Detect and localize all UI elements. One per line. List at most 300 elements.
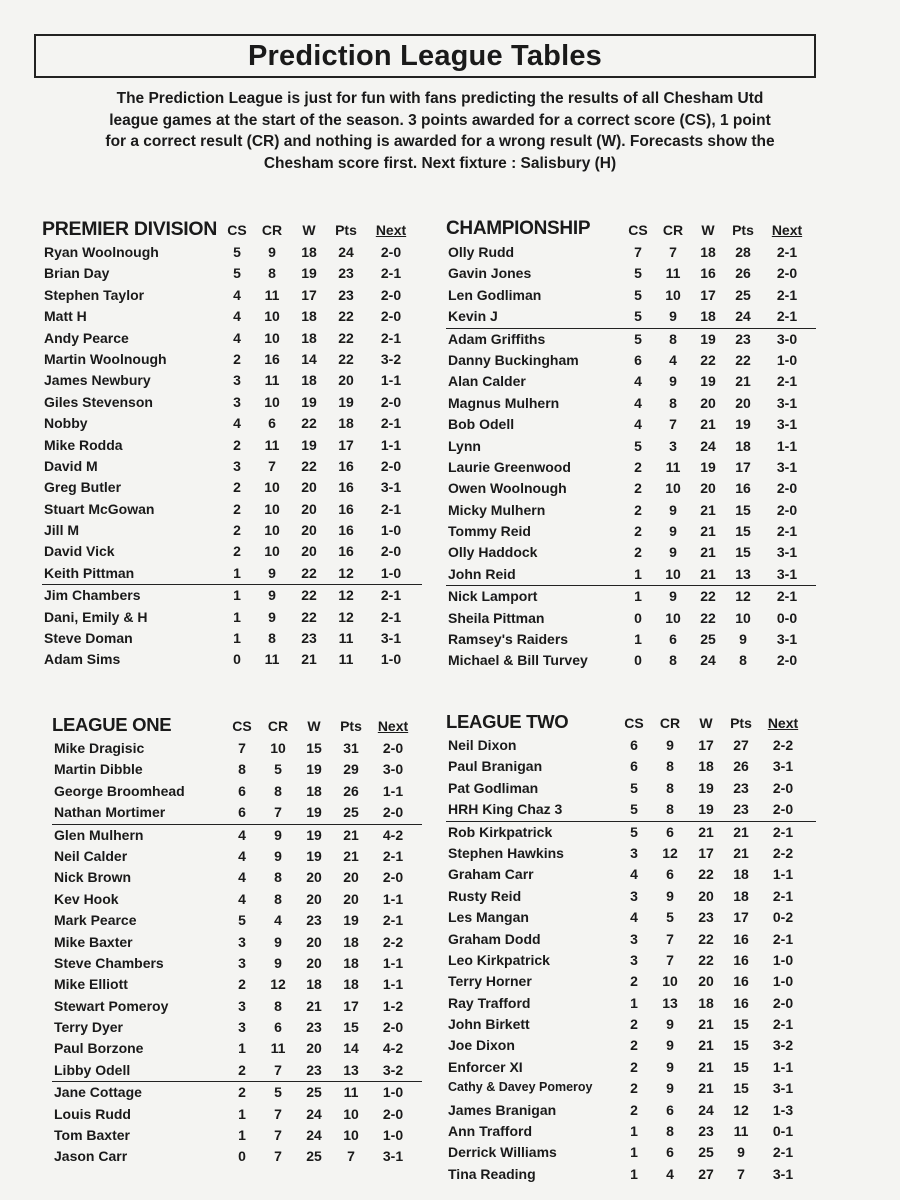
table-row	[52, 889, 422, 910]
player-name: Ryan Woolnough	[44, 244, 159, 260]
table-row	[52, 824, 422, 846]
player-name: Les Mangan	[448, 909, 529, 926]
cell-cs: 2	[238, 1084, 246, 1101]
table-row	[52, 781, 422, 802]
cell-cs: 3	[233, 393, 241, 410]
table-row	[446, 1142, 816, 1163]
cell-cr: 10	[264, 393, 280, 410]
table-row	[446, 735, 816, 756]
cell-cs: 1	[634, 588, 642, 605]
cell-next: 3-1	[776, 565, 798, 582]
cell-pts: 16	[338, 522, 354, 539]
cell-pts: 14	[343, 1040, 359, 1057]
cell-next: 1-3	[772, 1101, 794, 1118]
cell-cs: 1	[634, 631, 642, 648]
player-name: Neil Dixon	[448, 737, 517, 753]
player-name: Graham Dodd	[448, 930, 541, 947]
cell-next: 3-1	[772, 1165, 794, 1182]
cell-cs: 6	[238, 804, 246, 821]
cell-next: 1-1	[380, 436, 402, 453]
table-row	[52, 759, 422, 780]
cell-w: 16	[700, 265, 716, 282]
cell-next: 2-2	[382, 933, 404, 950]
player-name: Mike Baxter	[54, 933, 133, 950]
player-name: Tina Reading	[448, 1165, 536, 1182]
cell-w: 18	[301, 372, 317, 389]
table-row	[42, 263, 422, 284]
cell-pts: 18	[733, 866, 749, 883]
cell-w: 21	[700, 544, 716, 561]
cell-pts: 16	[733, 994, 749, 1011]
cell-w: 21	[301, 651, 317, 668]
cell-pts: 18	[343, 933, 359, 950]
cell-cr: 16	[264, 350, 280, 367]
cell-pts: 15	[733, 1016, 749, 1033]
cell-cr: 12	[270, 976, 286, 993]
cell-pts: 18	[735, 437, 751, 454]
cell-cs: 4	[233, 308, 241, 325]
cell-pts: 9	[737, 1144, 745, 1161]
cell-cr: 11	[270, 1040, 286, 1057]
cell-pts: 20	[338, 372, 354, 389]
intro-line: The Prediction League is just for fun with fans predicting the results of all Chesham Utd	[116, 90, 764, 107]
cell-next: 2-0	[382, 804, 404, 821]
table-row	[446, 756, 816, 777]
player-name: Adam Griffiths	[448, 330, 546, 347]
player-name: Joe Dixon	[448, 1037, 515, 1054]
cell-next: 3-0	[776, 330, 798, 347]
table-row	[446, 864, 816, 885]
player-name: Keith Pittman	[44, 564, 135, 581]
player-name: HRH King Chaz 3	[448, 801, 563, 818]
cell-cr: 7	[274, 1105, 282, 1122]
cell-next: 2-1	[772, 1016, 794, 1033]
player-name: Magnus Mulhern	[448, 394, 560, 411]
table-row	[52, 953, 422, 974]
cell-w: 25	[700, 631, 716, 648]
cell-cs: 4	[233, 329, 241, 346]
player-name: Derrick Williams	[448, 1144, 557, 1161]
player-name: Olly Rudd	[448, 244, 515, 260]
cell-w: 19	[698, 779, 714, 796]
cell-next: 2-1	[772, 1144, 794, 1161]
player-name: Stephen Taylor	[44, 286, 145, 303]
player-name: Ray Trafford	[448, 994, 531, 1011]
cell-cr: 7	[669, 416, 677, 433]
cell-w: 24	[700, 437, 716, 454]
cell-cs: 4	[238, 890, 246, 907]
cell-next: 1-2	[382, 997, 404, 1014]
cell-cr: 11	[264, 651, 280, 668]
cell-cs: 1	[634, 565, 642, 582]
cell-cr: 9	[669, 544, 677, 561]
cell-cs: 4	[634, 373, 642, 390]
cell-cr: 12	[662, 844, 678, 861]
cell-next: 2-0	[380, 457, 402, 474]
player-name: Gavin Jones	[448, 265, 532, 282]
column-header-cs: CS	[628, 222, 648, 238]
cell-pts: 16	[338, 543, 354, 560]
cell-w: 22	[700, 351, 716, 368]
cell-cr: 6	[274, 1019, 282, 1036]
player-name: Lynn	[448, 437, 481, 454]
league-one-table	[52, 714, 422, 1168]
cell-cr: 9	[268, 608, 276, 625]
cell-w: 17	[698, 737, 714, 753]
cell-next: 2-1	[776, 286, 798, 303]
cell-pts: 10	[735, 609, 751, 626]
table-row	[446, 650, 816, 671]
cell-w: 21	[700, 523, 716, 540]
cell-w: 18	[698, 758, 714, 775]
cell-w: 22	[698, 951, 714, 968]
cell-w: 19	[306, 826, 322, 843]
player-name: Nick Brown	[54, 869, 132, 886]
cell-cs: 4	[630, 909, 638, 926]
cell-cr: 10	[264, 500, 280, 517]
cell-cs: 1	[630, 1123, 638, 1140]
player-name: Enforcer XI	[448, 1058, 523, 1075]
player-name: Mike Rodda	[44, 436, 123, 453]
cell-next: 2-0	[772, 779, 794, 796]
cell-cs: 2	[233, 543, 241, 560]
player-name: Cathy & Davey Pomeroy	[448, 1080, 593, 1095]
table-row	[42, 413, 422, 434]
cell-w: 22	[698, 866, 714, 883]
player-name: Libby Odell	[54, 1061, 131, 1078]
cell-w: 14	[301, 350, 317, 367]
table-row	[446, 350, 816, 371]
table-row	[42, 285, 422, 306]
cell-cs: 2	[634, 480, 642, 497]
cell-cr: 8	[666, 779, 674, 796]
cell-cr: 8	[669, 394, 677, 411]
table-row	[446, 371, 816, 392]
cell-cs: 5	[634, 330, 642, 347]
cell-cs: 6	[630, 758, 638, 775]
table-row	[42, 306, 422, 327]
cell-cs: 2	[630, 1037, 638, 1054]
cell-pts: 7	[737, 1165, 745, 1182]
cell-pts: 22	[735, 351, 751, 368]
player-name: Graham Carr	[448, 866, 534, 883]
cell-cr: 7	[274, 1061, 282, 1078]
column-header-cr: CR	[267, 718, 289, 734]
cell-pts: 19	[338, 393, 354, 410]
player-name: Ramsey's Raiders	[448, 631, 569, 648]
cell-pts: 16	[733, 930, 749, 947]
player-name: Steve Chambers	[54, 954, 164, 971]
cell-w: 21	[700, 565, 716, 582]
player-name: Bob Odell	[448, 416, 515, 433]
cell-cs: 1	[233, 587, 241, 604]
cell-cs: 5	[630, 823, 638, 840]
cell-cr: 6	[669, 631, 677, 648]
cell-cs: 5	[634, 308, 642, 325]
cell-w: 23	[698, 1123, 714, 1140]
table-row	[42, 649, 422, 670]
table-row	[52, 974, 422, 995]
player-name: Kevin J	[448, 308, 498, 325]
player-name: Steve Doman	[44, 630, 133, 647]
table-row	[446, 478, 816, 499]
cell-cr: 9	[666, 1080, 674, 1097]
cell-pts: 17	[343, 997, 359, 1014]
cell-cs: 3	[630, 930, 638, 947]
table-row	[446, 1100, 816, 1121]
cell-w: 19	[700, 330, 716, 347]
cell-pts: 23	[733, 779, 749, 796]
cell-cs: 2	[634, 458, 642, 475]
cell-cr: 9	[666, 887, 674, 904]
player-name: Kev Hook	[54, 890, 119, 907]
cell-next: 1-1	[382, 976, 404, 993]
column-header-next: Next	[377, 718, 409, 734]
player-name: Rob Kirkpatrick	[448, 823, 553, 840]
column-header-pts: Pts	[730, 715, 752, 731]
cell-cs: 0	[233, 651, 241, 668]
table-row	[446, 821, 816, 843]
cell-cr: 10	[264, 308, 280, 325]
cell-cr: 7	[268, 457, 276, 474]
column-header-cs: CS	[624, 715, 644, 731]
premier-division-table	[42, 218, 422, 671]
division-header	[52, 714, 422, 738]
cell-pts: 21	[733, 844, 749, 861]
cell-cs: 4	[634, 416, 642, 433]
cell-pts: 18	[343, 976, 359, 993]
table-row	[446, 585, 816, 607]
cell-pts: 11	[733, 1123, 749, 1140]
cell-cs: 6	[634, 351, 642, 368]
player-name: David Vick	[44, 543, 115, 560]
cell-cs: 2	[630, 973, 638, 990]
cell-w: 22	[301, 457, 317, 474]
table-row	[446, 907, 816, 928]
cell-next: 1-1	[382, 890, 404, 907]
cell-w: 19	[700, 458, 716, 475]
cell-w: 18	[301, 244, 317, 260]
cell-cs: 1	[233, 608, 241, 625]
cell-cs: 1	[630, 1165, 638, 1182]
cell-next: 1-1	[382, 954, 404, 971]
cell-w: 22	[301, 608, 317, 625]
intro-line: for a correct result (CR) and nothing is awarded for a wrong result (W). Forecasts show the	[105, 133, 775, 150]
cell-next: 2-0	[772, 801, 794, 818]
cell-cs: 3	[233, 372, 241, 389]
cell-next: 3-1	[776, 544, 798, 561]
player-name: Andy Pearce	[44, 329, 129, 346]
cell-next: 3-1	[380, 479, 402, 496]
column-header-pts: Pts	[335, 222, 357, 238]
player-name: Giles Stevenson	[44, 393, 153, 410]
cell-cr: 5	[274, 761, 282, 778]
table-row	[446, 393, 816, 414]
cell-cr: 10	[264, 479, 280, 496]
player-name: Ann Trafford	[448, 1123, 532, 1140]
column-header-cs: CS	[232, 718, 252, 734]
cell-pts: 16	[733, 951, 749, 968]
cell-pts: 15	[735, 501, 751, 518]
cell-pts: 25	[735, 286, 751, 303]
table-row	[52, 1081, 422, 1103]
cell-cr: 9	[669, 373, 677, 390]
cell-cr: 10	[665, 609, 681, 626]
cell-cr: 10	[665, 286, 681, 303]
player-name: Laurie Greenwood	[448, 458, 571, 475]
cell-w: 19	[306, 761, 322, 778]
player-name: Michael & Bill Turvey	[448, 652, 588, 669]
player-name: Stephen Hawkins	[448, 844, 564, 861]
cell-cr: 9	[268, 244, 276, 260]
cell-cs: 1	[238, 1127, 246, 1144]
cell-w: 19	[698, 801, 714, 818]
player-name: Terry Dyer	[54, 1019, 124, 1036]
cell-pts: 23	[735, 330, 751, 347]
division-title: LEAGUE TWO	[446, 711, 569, 732]
page-title: Prediction League Tables	[248, 39, 602, 72]
cell-cr: 8	[268, 630, 276, 647]
cell-cs: 2	[634, 501, 642, 518]
column-header-cr: CR	[261, 222, 283, 238]
cell-w: 22	[301, 587, 317, 604]
cell-next: 2-0	[382, 740, 404, 756]
cell-w: 21	[698, 1037, 714, 1054]
cell-cr: 9	[666, 737, 674, 753]
intro-line: Chesham score first. Next fixture : Salisbury (H)	[263, 154, 617, 172]
table-row	[52, 1146, 422, 1167]
cell-cr: 10	[264, 543, 280, 560]
cell-next: 3-1	[776, 394, 798, 411]
cell-next: 0-1	[772, 1123, 794, 1140]
cell-next: 0-2	[772, 909, 794, 926]
cell-pts: 18	[343, 954, 359, 971]
table-row	[52, 910, 422, 931]
cell-pts: 28	[735, 244, 751, 260]
cell-pts: 15	[735, 544, 751, 561]
cell-next: 2-0	[382, 1105, 404, 1122]
cell-next: 1-0	[380, 564, 402, 581]
cell-next: 0-0	[776, 609, 798, 626]
cell-cr: 6	[666, 1144, 674, 1161]
cell-next: 2-1	[776, 523, 798, 540]
cell-next: 2-0	[772, 994, 794, 1011]
column-header-pts: Pts	[732, 222, 754, 238]
cell-cr: 8	[666, 758, 674, 775]
cell-w: 21	[700, 416, 716, 433]
table-row	[446, 1057, 816, 1078]
cell-w: 22	[698, 930, 714, 947]
table-row	[52, 1125, 422, 1146]
cell-cs: 5	[233, 244, 241, 260]
cell-w: 23	[306, 912, 322, 929]
cell-pts: 15	[735, 523, 751, 540]
table-row	[42, 242, 422, 263]
table-row	[42, 584, 422, 606]
cell-cs: 2	[233, 522, 241, 539]
table-row	[446, 1014, 816, 1035]
cell-next: 3-1	[776, 631, 798, 648]
cell-cr: 9	[274, 847, 282, 864]
table-row	[52, 802, 422, 823]
cell-next: 3-1	[772, 758, 794, 775]
cell-w: 21	[698, 823, 714, 840]
cell-cs: 0	[634, 652, 642, 669]
table-row	[42, 349, 422, 370]
player-name: Brian Day	[44, 265, 110, 282]
cell-cr: 6	[666, 866, 674, 883]
cell-w: 20	[698, 973, 714, 990]
cell-pts: 11	[343, 1084, 359, 1101]
cell-cs: 2	[233, 479, 241, 496]
player-name: Sheila Pittman	[448, 609, 545, 626]
cell-cr: 11	[264, 436, 280, 453]
cell-w: 25	[306, 1148, 322, 1165]
player-name: Dani, Emily & H	[44, 608, 148, 625]
cell-next: 1-0	[380, 651, 402, 668]
player-name: Jill M	[44, 522, 80, 539]
table-row	[446, 843, 816, 864]
cell-pts: 16	[735, 480, 751, 497]
cell-w: 23	[306, 1019, 322, 1036]
cell-w: 21	[306, 997, 322, 1014]
player-name: Nick Lamport	[448, 588, 538, 605]
table-row	[446, 542, 816, 563]
cell-cr: 5	[666, 909, 674, 926]
cell-cr: 8	[268, 265, 276, 282]
cell-cr: 13	[662, 994, 678, 1011]
table-row	[52, 1038, 422, 1059]
cell-next: 3-2	[380, 350, 402, 367]
player-name: Jim Chambers	[44, 587, 141, 604]
cell-cs: 3	[238, 933, 246, 950]
cell-cs: 2	[233, 500, 241, 517]
table-row	[446, 608, 816, 629]
cell-w: 24	[700, 652, 716, 669]
cell-cs: 3	[630, 844, 638, 861]
cell-w: 20	[698, 887, 714, 904]
player-name: Jane Cottage	[54, 1084, 142, 1101]
table-row	[42, 520, 422, 541]
cell-cs: 0	[634, 609, 642, 626]
cell-cs: 7	[634, 244, 642, 260]
cell-cr: 8	[274, 890, 282, 907]
column-header-pts: Pts	[340, 718, 362, 734]
cell-w: 18	[306, 976, 322, 993]
cell-w: 20	[306, 890, 322, 907]
cell-next: 2-0	[380, 543, 402, 560]
cell-next: 2-0	[380, 244, 402, 260]
table-row	[446, 971, 816, 992]
cell-cr: 9	[274, 933, 282, 950]
cell-next: 2-0	[380, 286, 402, 303]
cell-cr: 10	[264, 522, 280, 539]
table-row	[42, 607, 422, 628]
cell-next: 2-0	[776, 501, 798, 518]
cell-pts: 12	[338, 564, 354, 581]
cell-next: 1-1	[380, 372, 402, 389]
cell-cr: 7	[274, 804, 282, 821]
column-header-w: W	[307, 718, 321, 734]
table-row	[446, 414, 816, 435]
cell-pts: 7	[347, 1148, 355, 1165]
cell-pts: 27	[733, 737, 749, 753]
cell-cs: 4	[630, 866, 638, 883]
table-row	[42, 541, 422, 562]
cell-w: 20	[301, 522, 317, 539]
cell-next: 1-1	[382, 782, 404, 799]
cell-cs: 5	[630, 779, 638, 796]
